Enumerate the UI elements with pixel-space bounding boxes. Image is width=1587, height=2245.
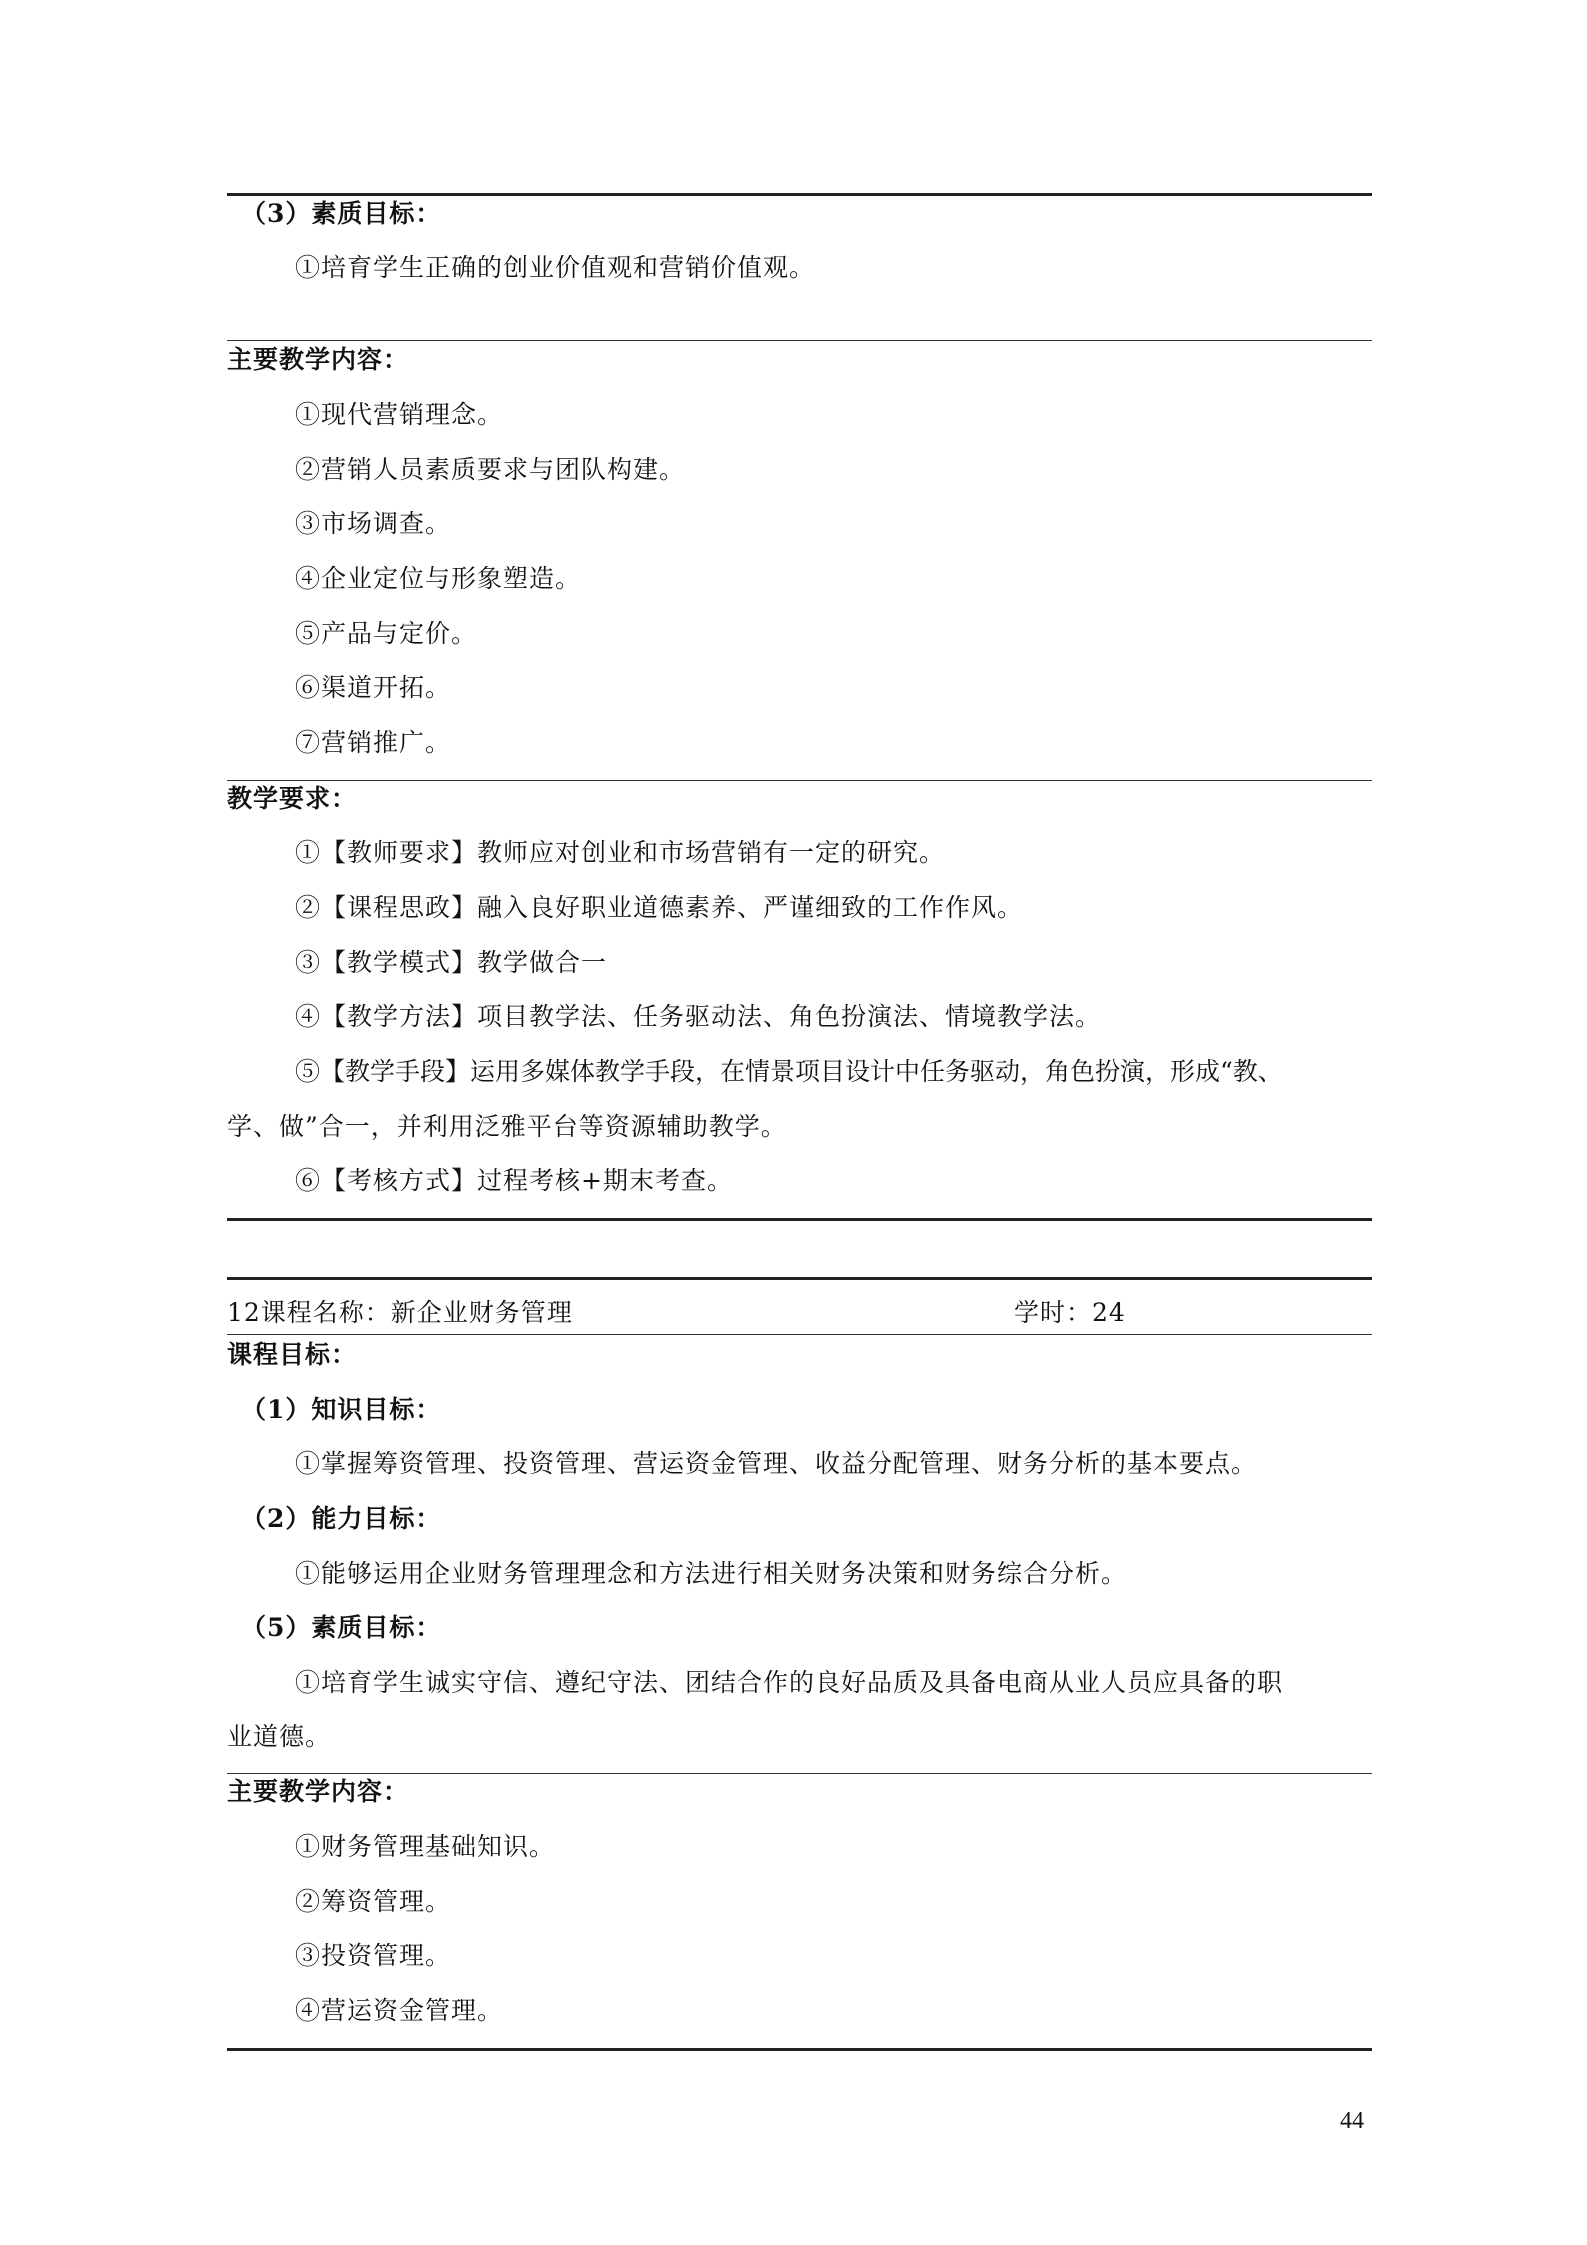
- ability-heading: （2）能力目标：: [241, 1504, 442, 1533]
- content-item: ①财务管理基础知识。: [295, 1832, 556, 1861]
- content-item: ②营销人员素质要求与团队构建。: [295, 455, 686, 484]
- content-item: ③市场调查。: [295, 509, 452, 538]
- section-end-rule: [227, 1218, 1372, 1221]
- requirement-item: ⑥【考核方式】过程考核+期末考查。: [295, 1166, 733, 1195]
- knowledge-item: ①掌握筹资管理、投资管理、营运资金管理、收益分配管理、财务分析的基本要点。: [295, 1449, 1258, 1478]
- requirement-item: ②【课程思政】融入良好职业道德素养、严谨细致的工作作风。: [295, 893, 1024, 922]
- bottom-rule: [227, 2048, 1372, 2051]
- divider: [227, 340, 1372, 341]
- ability-item: ①能够运用企业财务管理理念和方法进行相关财务决策和财务综合分析。: [295, 1559, 1128, 1588]
- content-item: ①现代营销理念。: [295, 400, 504, 429]
- content-item: ②筹资管理。: [295, 1887, 452, 1916]
- page-number: 44: [1340, 2108, 1364, 2134]
- divider: [227, 1773, 1372, 1774]
- quality-heading: （5）素质目标：: [241, 1613, 442, 1642]
- requirements-heading: 教学要求：: [227, 784, 358, 813]
- divider: [227, 780, 1372, 781]
- requirement-item-continued: 学、做”合一，并利用泛雅平台等资源辅助教学。: [227, 1112, 787, 1141]
- content-heading: 主要教学内容：: [227, 1777, 410, 1806]
- content-item: ④营运资金管理。: [295, 1996, 504, 2025]
- divider: [227, 1334, 1372, 1335]
- section-start-rule: [227, 1277, 1372, 1280]
- requirement-item: ①【教师要求】教师应对创业和市场营销有一定的研究。: [295, 838, 946, 867]
- course-hours: 学时：24: [1014, 1298, 1126, 1327]
- quality-heading: （3）素质目标：: [241, 199, 442, 228]
- knowledge-heading: （1）知识目标：: [241, 1395, 442, 1424]
- course-title: 12课程名称：新企业财务管理: [227, 1298, 573, 1327]
- content-item: ⑤产品与定价。: [295, 619, 478, 648]
- requirement-item: ⑤【教学手段】运用多媒体教学手段，在情景项目设计中任务驱动，角色扮演，形成“教、: [295, 1057, 1283, 1086]
- objectives-heading: 课程目标：: [227, 1340, 358, 1369]
- quality-item: ①培育学生正确的创业价值观和营销价值观。: [295, 253, 816, 282]
- content-item: ④企业定位与形象塑造。: [295, 564, 582, 593]
- content-item: ⑥渠道开拓。: [295, 673, 452, 702]
- quality-item-continued: 业道德。: [227, 1722, 332, 1751]
- content-heading: 主要教学内容：: [227, 345, 410, 374]
- content-item: ③投资管理。: [295, 1941, 452, 1970]
- quality-item: ①培育学生诚实守信、遵纪守法、团结合作的良好品质及具备电商从业人员应具备的职: [295, 1668, 1284, 1697]
- top-rule: [227, 193, 1372, 196]
- requirement-item: ③【教学模式】教学做合一: [295, 948, 608, 977]
- requirement-item: ④【教学方法】项目教学法、任务驱动法、角色扮演法、情境教学法。: [295, 1002, 1102, 1031]
- content-item: ⑦营销推广。: [295, 728, 452, 757]
